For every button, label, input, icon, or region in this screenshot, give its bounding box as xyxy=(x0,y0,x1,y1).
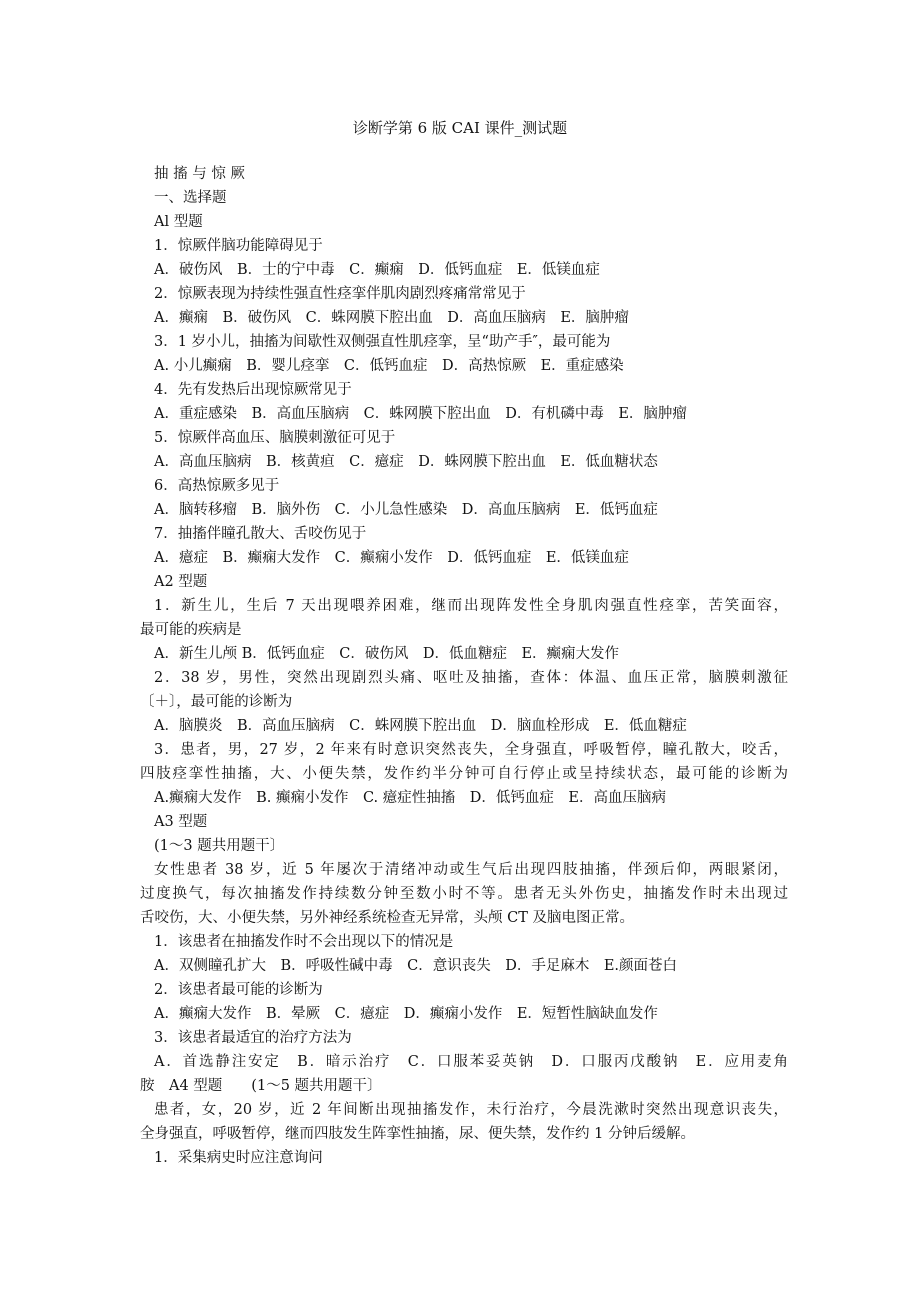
text-line: 患者，女，20 岁，近 2 年间断出现抽搐发作，未行治疗，今晨洗漱时突然出现意识丧失， xyxy=(154,1102,788,1118)
text-line: 3．1 岁小儿，抽搐为间歇性双侧强直性肌痉挛，呈“助产手″，最可能为 xyxy=(154,334,611,350)
text-line: 一、选择题 xyxy=(154,190,227,206)
text-line: A．癫痫 B．破伤风 C．蛛网膜下腔出血 D．高血压脑病 E．脑肿瘤 xyxy=(154,310,629,326)
text-line: 6．高热惊厥多见于 xyxy=(154,478,280,494)
text-line: 舌咬伤，大、小便失禁，另外神经系统检查无异常，头颅 CT 及脑电图正常。 xyxy=(140,910,634,926)
text-line: A．高血压脑病 B．核黄疸 C．癔症 D．蛛网膜下腔出血 E．低血糖状态 xyxy=(154,454,658,470)
text-line: A．重症感染 B．高血压脑病 C．蛛网膜下腔出血 D．有机磷中毒 E．脑肿瘤 xyxy=(154,406,687,422)
text-line: A3 型题 xyxy=(154,814,208,830)
text-line: 2．惊厥表现为持续性强直性痉挛伴肌肉剧烈疼痛常常见于 xyxy=(154,286,526,302)
text-line: 1．新生儿，生后 7 天出现喂养困难，继而出现阵发性全身肌肉强直性痉挛，苦笑面容， xyxy=(154,598,788,614)
text-line: Al 型题 xyxy=(154,214,203,230)
text-line: 3．患者，男，27 岁，2 年来有时意识突然丧失，全身强直，呼吸暂停，瞳孔散大，咬舌， xyxy=(154,742,788,758)
text-line: 全身强直，呼吸暂停，继而四肢发生阵挛性抽搐，尿、便失禁，发作约 1 分钟后缓解。 xyxy=(140,1126,695,1142)
text-line: 7．抽搐伴瞳孔散大、舌咬伤见于 xyxy=(154,526,367,542)
text-line: 过度换气，每次抽搐发作持续数分钟至数小时不等。患者无头外伤史，抽搐发作时未出现过 xyxy=(140,886,788,902)
text-line: 1．采集病史时应注意询问 xyxy=(154,1150,323,1166)
text-line: A.癫痫大发作 B. 癫痫小发作 C. 癔症性抽搐 D．低钙血症 E．高血压脑病 xyxy=(154,790,666,806)
text-line: A．双侧瞳孔扩大 B．呼吸性碱中毒 C．意识丧失 D．手足麻木 E.颜面苍白 xyxy=(154,958,678,974)
text-line: 3．该患者最适宜的治疗方法为 xyxy=(154,1030,352,1046)
text-line: A．脑膜炎 B．高血压脑病 C．蛛网膜下腔出血 D．脑血栓形成 E．低血糖症 xyxy=(154,718,687,734)
text-line: A．癫痫大发作 B．晕厥 C．癔症 D．癫痫小发作 E．短暂性脑缺血发作 xyxy=(154,1006,658,1022)
document-body xyxy=(140,162,788,1170)
text-line: A．破伤风 B．士的宁中毒 C．癫痫 D．低钙血症 E．低镁血症 xyxy=(154,262,600,278)
text-line: A. 小儿癫痫 B．婴儿痉挛 C．低钙血症 D．高热惊厥 E．重症感染 xyxy=(154,358,624,374)
text-line: 2．该患者最可能的诊断为 xyxy=(154,982,323,998)
text-line: A2 型题 xyxy=(154,574,208,590)
text-line: 2．38 岁，男性，突然出现剧烈头痛、呕吐及抽搐，查体：体温、血压正常，脑膜刺激征 xyxy=(154,670,788,686)
text-line: A．新生儿颅 B．低钙血症 C．破伤风 D．低血糖症 E．癫痫大发作 xyxy=(154,646,620,662)
text-line: 〔＋〕，最可能的诊断为 xyxy=(140,694,293,710)
text-line: 1．惊厥伴脑功能障碍见于 xyxy=(154,238,323,254)
text-line: 女性患者 38 岁，近 5 年屡次于清绪冲动或生气后出现四肢抽搐，伴颈后仰，两眼紧闭， xyxy=(154,862,788,878)
text-line: 4．先有发热后出现惊厥常见于 xyxy=(154,382,352,398)
text-line: A．首选静注安定 B．暗示治疗 C．口服苯妥英钠 D．口服丙戊酸钠 E．应用麦角 xyxy=(154,1054,788,1070)
text-line: 胺 A4 型题 (1～5 题共用题干〕 xyxy=(140,1078,382,1094)
text-line: 四肢痉挛性抽搐，大、小便失禁，发作约半分钟可自行停止或呈持续状态，最可能的诊断为 xyxy=(140,766,788,782)
document-title: 诊断学第 6 版 CAI 课件_测试题 xyxy=(352,119,568,137)
text-line: 5．惊厥伴高血压、脑膜刺激征可见于 xyxy=(154,430,396,446)
text-line: 抽 搐 与 惊 厥 xyxy=(154,166,245,182)
text-line: 1．该患者在抽搐发作时不会出现以下的情况是 xyxy=(154,934,454,950)
text-line: (1～3 题共用题干〕 xyxy=(154,838,285,854)
text-line: 最可能的疾病是 xyxy=(140,622,242,638)
text-line: A．脑转移瘤 B．脑外伤 C．小儿急性感染 D．高血压脑病 E．低钙血症 xyxy=(154,502,658,518)
text-line: A．癔症 B．癫痫大发作 C．癫痫小发作 D．低钙血症 E．低镁血症 xyxy=(154,550,629,566)
